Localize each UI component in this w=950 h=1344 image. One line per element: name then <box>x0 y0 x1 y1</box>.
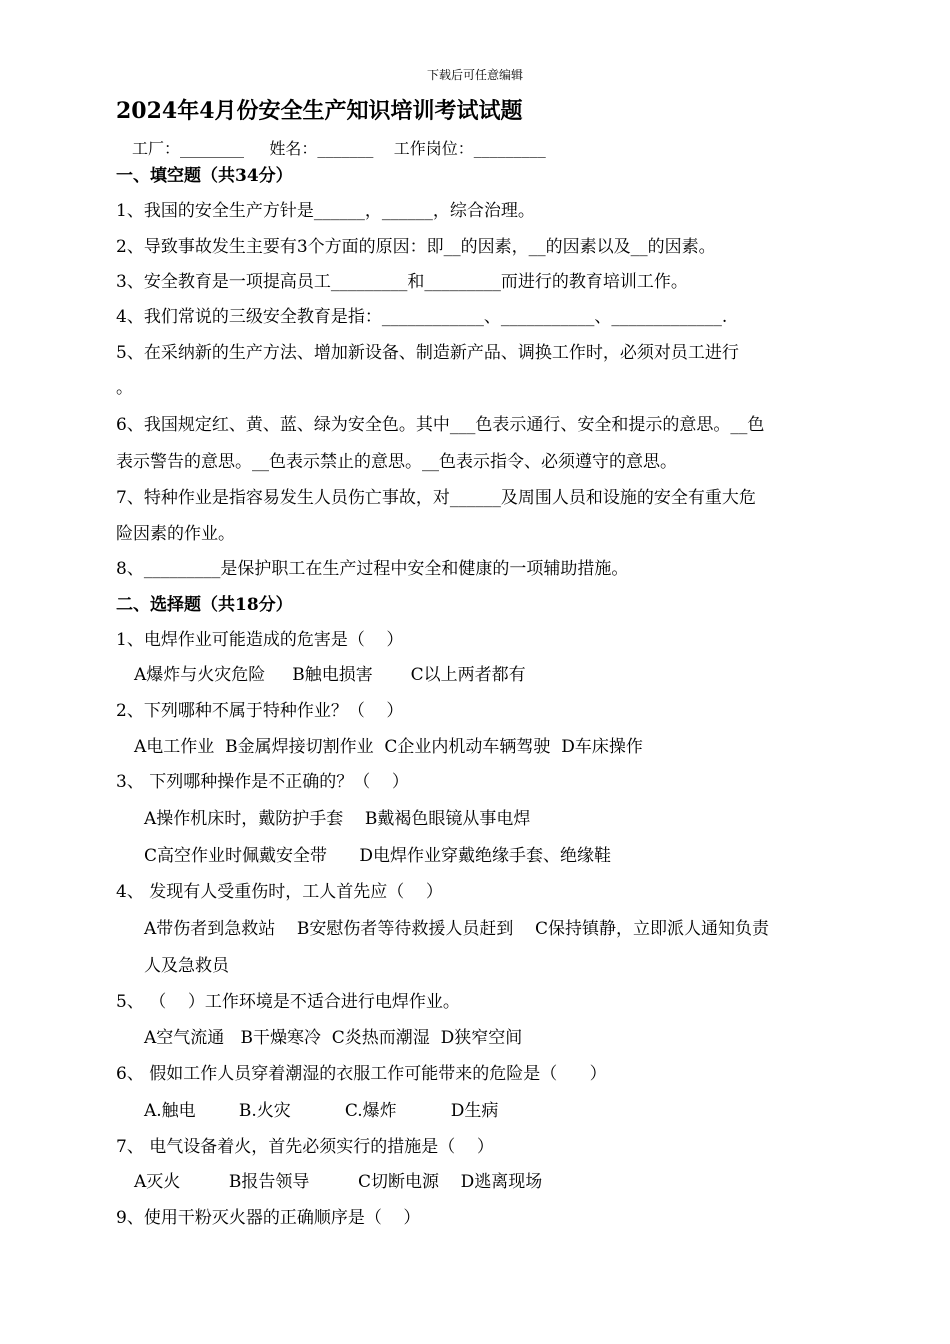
s1-question-2: 2、导致事故发生主要有3个方面的原因：即__的因素，__的因素以及__的因素。 <box>116 237 716 257</box>
s2-question-1: 1、电焊作业可能造成的危害是（ ） <box>116 630 404 650</box>
s1-question-1: 1、我国的安全生产方针是______，______，综合治理。 <box>116 201 535 221</box>
s2-question-6-options: A.触电 B.火灾 C.爆炸 D生病 <box>144 1101 499 1121</box>
s1-question-4: 4、我们常说的三级安全教育是指：____________、___________、_____________. <box>116 307 728 327</box>
s2-question-7-options: A灭火 B报告领导 C切断电源 D逃离现场 <box>134 1172 543 1192</box>
s2-question-3-options-b: C高空作业时佩戴安全带 D电焊作业穿戴绝缘手套、绝缘鞋 <box>144 846 612 866</box>
s2-question-5-options: A空气流通 B干燥寒冷 C炎热而潮湿 D狭窄空间 <box>144 1028 523 1048</box>
s2-question-2: 2、下列哪种不属于特种作业？（ ） <box>116 701 404 721</box>
s2-question-4: 4、 发现有人受重伤时，工人首先应（ ） <box>116 882 443 902</box>
section1-heading: 一、填空题（共34分） <box>116 166 293 186</box>
s2-question-7: 7、 电气设备着火，首先必须实行的措施是（ ） <box>116 1137 494 1157</box>
s2-question-5: 5、 （ ）工作环境是不适合进行电焊作业。 <box>116 992 460 1012</box>
s1-question-7: 7、特种作业是指容易发生人员伤亡事故，对______及周围人员和设施的安全有重大危 <box>116 488 756 508</box>
s2-question-3-options-a: A操作机床时，戴防护手套 B戴褐色眼镜从事电焊 <box>144 809 531 829</box>
info-line: 工厂：________ 姓名：_______ 工作岗位：_________ <box>132 139 546 158</box>
s2-question-2-options: A电工作业 B金属焊接切割作业 C企业内机动车辆驾驶 D车床操作 <box>134 737 643 757</box>
s1-question-8: 8、_________是保护职工在生产过程中安全和健康的一项辅助措施。 <box>116 559 629 579</box>
s1-question-5-cont: 。 <box>116 378 133 398</box>
s1-question-6: 6、我国规定红、黄、蓝、绿为安全色。其中___色表示通行、安全和提示的意思。__色 <box>116 415 765 435</box>
s1-question-5: 5、在采纳新的生产方法、增加新设备、制造新产品、调换工作时，必须对员工进行 <box>116 343 739 363</box>
s1-question-3: 3、安全教育是一项提高员工_________和_________而进行的教育培训工作。 <box>116 272 688 292</box>
header-note: 下载后可任意编辑 <box>426 68 523 82</box>
s1-question-6-cont: 表示警告的意思。__色表示禁止的意思。__色表示指令、必须遵守的意思。 <box>116 452 677 472</box>
s2-question-3: 3、 下列哪种操作是不正确的？（ ） <box>116 772 409 792</box>
s2-question-4-options-a: A带伤者到急救站 B安慰伤者等待救援人员赶到 C保持镇静，立即派人通知负责 <box>144 919 770 939</box>
s2-question-6: 6、 假如工作人员穿着潮湿的衣服工作可能带来的危险是（ ） <box>116 1064 607 1084</box>
page-title: 2024年4月份安全生产知识培训考试试题 <box>116 98 523 124</box>
s1-question-7-cont: 险因素的作业。 <box>116 524 235 544</box>
section2-heading: 二、选择题（共18分） <box>116 595 293 615</box>
s2-question-9: 9、使用干粉灭火器的正确顺序是（ ） <box>116 1208 421 1228</box>
s2-question-1-options: A爆炸与火灾危险 B触电损害 C以上两者都有 <box>134 665 526 685</box>
s2-question-4-options-b: 人及急救员 <box>144 956 229 976</box>
